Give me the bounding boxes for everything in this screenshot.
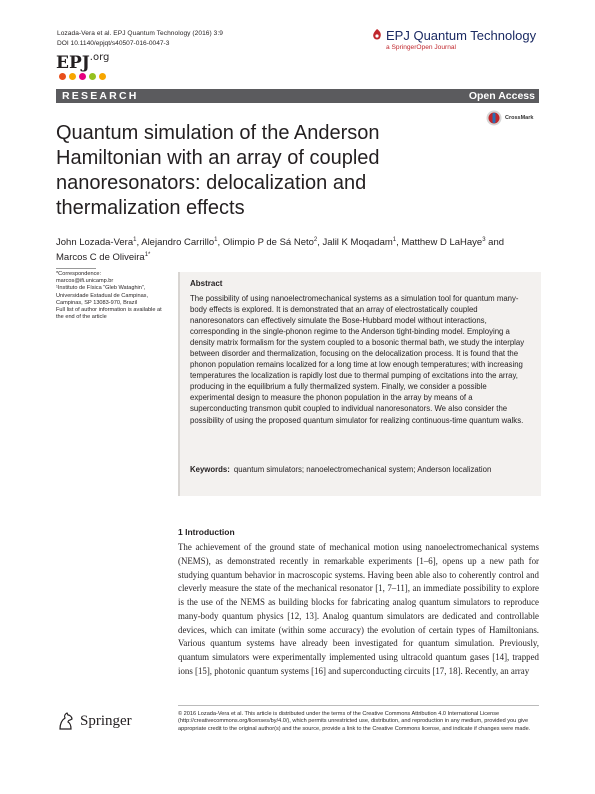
epj-logo-text: EPJ bbox=[56, 53, 90, 73]
doi-line[interactable]: DOI 10.1140/epjqt/s40507-016-0047-3 bbox=[57, 40, 170, 47]
epj-dot bbox=[69, 73, 76, 80]
license-text: © 2016 Lozada-Vera et al. This article is distributed under the terms of the Creative Commons Attribution 4.0 International License (http://creativecommons.org/licenses/by/4.0/), which permits unrestricted use, distribution, and reproduction in any medium, provided you give appropriate credit to the original author(s) and the source, provide a link to the Creative Commons license, and indicate if changes were made. bbox=[178, 711, 531, 732]
author-list: John Lozada-Vera$^1$, Alejandro Carrillo$^1$, Olimpio P de Sá Neto$^2$, Jalil K Moqadam$^1$, Matthew D LaHaye$^3$ and Marcos C de Oliveira$^{1*}$ bbox=[56, 237, 505, 264]
author-affiliation-mark: 1 bbox=[392, 237, 397, 243]
keywords-text: quantum simulators; nanoelectromechanical system; Anderson localization bbox=[233, 465, 492, 474]
journal-subtitle: a SpringerOpen Journal bbox=[386, 44, 457, 51]
keywords bbox=[190, 464, 530, 475]
keywords-label: Keywords: bbox=[190, 465, 230, 474]
author-affiliation-mark: 2 bbox=[313, 237, 318, 243]
author-affiliation-mark: 1 bbox=[214, 237, 218, 243]
abstract-heading: Abstract bbox=[190, 279, 223, 288]
author-name[interactable]: Matthew D LaHaye bbox=[401, 237, 483, 249]
side-note-divider bbox=[56, 268, 96, 269]
article-type: RESEARCH bbox=[62, 90, 139, 102]
author-affiliation-mark: 1* bbox=[144, 252, 151, 259]
epj-dot bbox=[89, 73, 96, 80]
citation-line: Lozada-Vera et al. EPJ Quantum Technology (2016) 3:9 bbox=[57, 30, 223, 37]
correspondence-email[interactable]: marcos@ifi.unicamp.br bbox=[56, 278, 114, 285]
epj-dot bbox=[79, 73, 86, 80]
epj-dot bbox=[59, 73, 66, 80]
author-affiliation-mark: 3 bbox=[482, 237, 486, 243]
crossmark-icon bbox=[486, 110, 502, 126]
open-access-label: Open Access bbox=[468, 90, 535, 102]
crossmark-label: CrossMark bbox=[505, 115, 534, 121]
correspondence-label: *Correspondence: bbox=[56, 271, 102, 277]
affiliation-more: Full list of author information is available at the end of the article bbox=[56, 307, 162, 321]
epj-logo[interactable] bbox=[56, 53, 109, 73]
article-title: Quantum simulation of the Anderson Hamiltonian with an array of coupled nanoresonators: delocalization and thermalization effects bbox=[56, 122, 380, 219]
epj-logo-suffix: .org bbox=[89, 52, 110, 63]
footer-divider bbox=[178, 705, 539, 706]
springer-wordmark: Springer bbox=[80, 712, 132, 729]
author-name[interactable]: Jalil K Moqadam bbox=[322, 237, 393, 249]
abstract-box bbox=[178, 272, 541, 496]
author-and: and bbox=[485, 237, 505, 249]
section-heading-introduction: 1 Introduction bbox=[178, 527, 235, 537]
epj-dot bbox=[99, 73, 106, 80]
author-name[interactable]: Alejandro Carrillo bbox=[141, 237, 215, 249]
springer-horse-icon bbox=[56, 711, 76, 731]
article-type-band bbox=[56, 89, 539, 103]
crossmark-badge[interactable] bbox=[486, 110, 533, 126]
introduction-text: The achievement of the ground state of mechanical motion using nanoelectromechanical systems (NEMS), as demonstrated recently in remarkable experiments [1–6], opens up a new path for studying quantum behavior in macroscopic systems. Having been able also to coherently control and cleverly measure the state of the mechanical resonator [1, 7–11], an immediate possibility to explore is the use of the NEMS as building blocks for fabricating analog quantum simulators to reproduce many-body quantum physics [12, 13]. Analog quantum simulators are dedicated and controllable devices, which can imitate (within some accuracy) the evolution of certain types of Hamiltonians. Various quantum systems have already been investigated for quantum simulation. Previously, quantum simulators were experimentally implemented using ultracold quantum gases [14], trapped ions [15], photonic quantum systems [16] and superconducting circuits [17, 18]. Recently, an array bbox=[178, 542, 539, 676]
author-affiliation-mark: 1 bbox=[133, 237, 137, 243]
springer-logo[interactable] bbox=[56, 711, 132, 731]
affiliation-text: ¹Instituto de Física “Gleb Wataghin”, Universidade Estadual de Campinas, Campinas, SP 13083-970, Brazil bbox=[56, 285, 149, 306]
correspondence-note bbox=[56, 271, 162, 321]
abstract-text: The possibility of using nanoelectromechanical systems as a simulation tool for quantum many-body effects is explored. It is demonstrated that an array of electrostatically coupled nanoresonators can effectively simulate the Bose-Hubbard model without interactions, corresponding in the single-phonon regime to the Anderson tight-binding model. Employing a density matrix formalism for the system coupled to a bosonic thermal bath, we study the interplay between disorder and thermalization, focusing on the delocalization process. It is found that the phonon population remains localized for a long time at low enough temperatures; with increasing temperatures the localization is rapidly lost due to thermal pumping of excitations into the array, producing in the equilibrium a fully thermalized system. Finally, we consider a possible experimental design to measure the phonon population in the array by means of a superconducting transmon qubit coupled to individual nanoresonators. We also consider the possibility of using the proposed quantum simulator for realizing continuous-time quantum walks. bbox=[190, 294, 525, 425]
author-name[interactable]: John Lozada-Vera bbox=[56, 237, 134, 249]
journal-logo-icon bbox=[372, 29, 382, 41]
epj-dots bbox=[59, 73, 106, 80]
journal-name: EPJ Quantum Technology bbox=[386, 28, 537, 43]
author-name[interactable]: Olimpio P de Sá Neto bbox=[222, 237, 314, 249]
journal-logo[interactable] bbox=[372, 29, 536, 51]
author-name[interactable]: Marcos C de Oliveira bbox=[56, 252, 145, 264]
